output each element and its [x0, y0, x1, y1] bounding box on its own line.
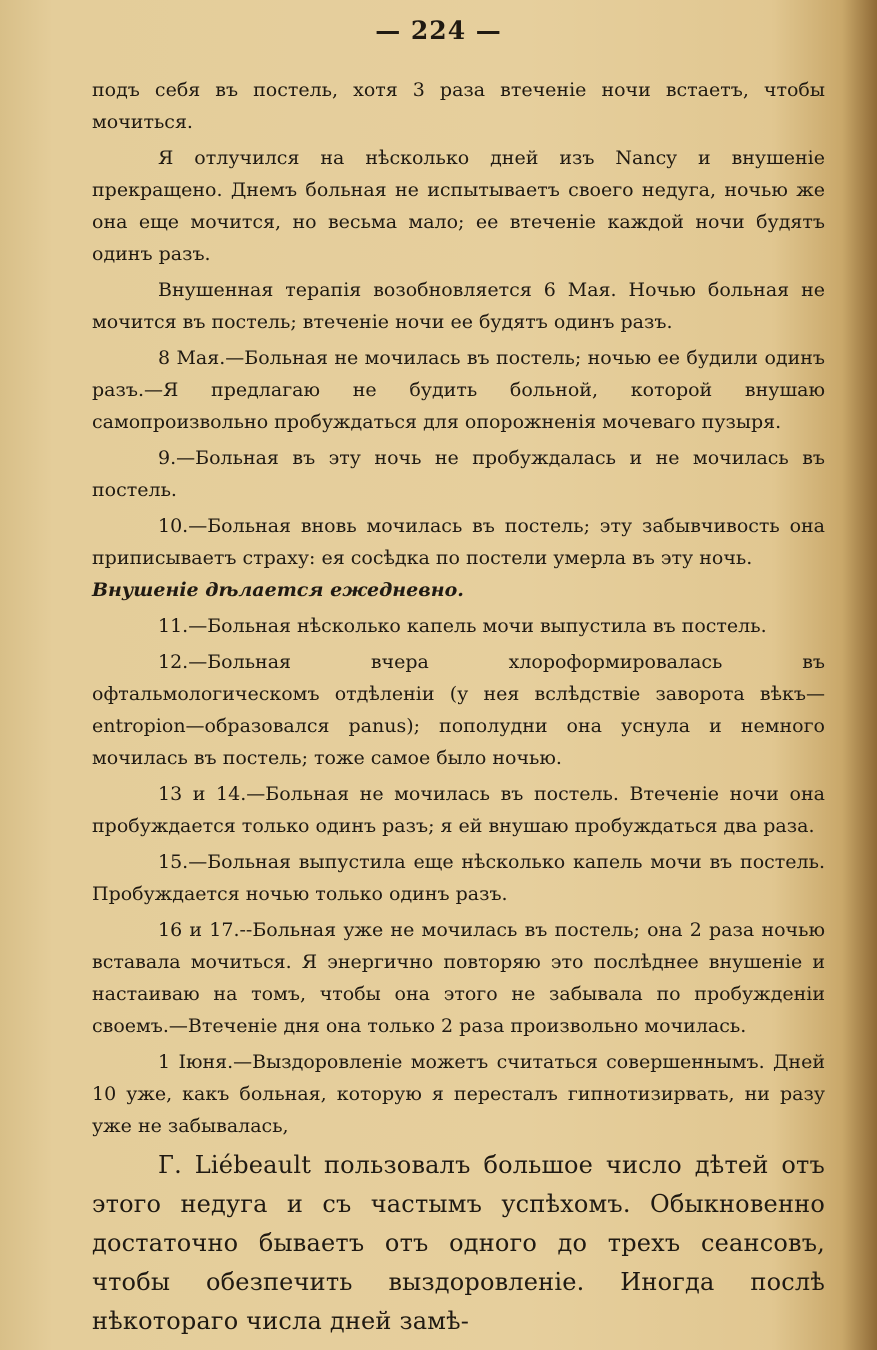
paragraph-9: 13 и 14.—Больная не мочилась въ постель. Втеченіе ночи она пробуждается только одинъ разъ; я ей внушаю пробуждаться два раза. — [92, 783, 825, 837]
paragraph-4: 8 Мая.—Больная не мочилась въ постель; ночью ее будили одинъ разъ.—Я предлагаю не будить больной, которой внушаю самопроизвольно пробуждаться для опорожненія мочеваго пузыря. — [92, 347, 825, 433]
paragraph-6-italic-note: Внушеніе дѣлается ежедневно. — [92, 579, 464, 601]
paragraph-11: 16 и 17.--Больная уже не мочилась въ постель; она 2 раза ночью вставала мочиться. Я энергично повторяю это послѣднее внушеніе и настаиваю на томъ, чтобы она этого не забывала по пробужденіи своемъ.—Втеченіе дня она только 2 раза произвольно мочилась. — [92, 919, 825, 1037]
paragraph-7: 11.—Больная нѣсколько капель мочи выпустила въ постель. — [158, 615, 767, 637]
paragraph-1: подъ себя въ постель, хотя 3 раза втеченіе ночи встаетъ, чтобы мочиться. — [92, 79, 825, 133]
page-number: — 224 — — [375, 16, 502, 45]
paragraph-2: Я отлучился на нѣсколько дней изъ Nancy и внушеніе прекращено. Днемъ больная не испытываетъ своего недуга, ночью же она еще мочится, но весьма мало; ее втеченіе каждой ночи будятъ одинъ разъ. — [92, 147, 825, 265]
paragraph-12: 1 Іюня.—Выздоровленіе можетъ считаться совершеннымъ. Дней 10 уже, какъ больная, которую я пересталъ гипнотизирвать, ни разу уже не забывалась, — [92, 1051, 825, 1137]
paragraph-3: Внушенная терапія возобновляется 6 Мая. Ночью больная не мочится въ постель; втеченіе ночи ее будятъ одинъ разъ. — [92, 279, 825, 333]
paragraph-6: 10.—Больная вновь мочилась въ постель; эту забывчивость она приписываетъ страху: ея сосѣдка по постели умерла въ эту ночь. — [92, 515, 825, 569]
paragraph-8: 12.—Больная вчера хлороформировалась въ офтальмологическомъ отдѣленіи (у нея вслѣдствіе заворота вѣкъ—entropion—образовался panus); пополудни она уснула и немного мочилась въ постель; тоже самое было ночью. — [92, 651, 825, 769]
paragraph-5: 9.—Больная въ эту ночь не пробуждалась и не мочилась въ постель. — [92, 447, 825, 501]
page-body — [92, 74, 825, 1345]
paragraph-10: 15.—Больная выпустила еще нѣсколько капель мочи въ постель. Пробуждается ночью только одинъ разъ. — [92, 851, 825, 905]
paragraph-13: Г. Liébeault пользовалъ большое число дѣтей отъ этого недуга и съ частымъ успѣхомъ. Обыкновенно достаточно бываетъ отъ одного до трехъ сеансовъ, чтобы обезпечить выздоровленіе. Иногда послѣ нѣкотораго числа дней замѣ- — [92, 1151, 825, 1335]
